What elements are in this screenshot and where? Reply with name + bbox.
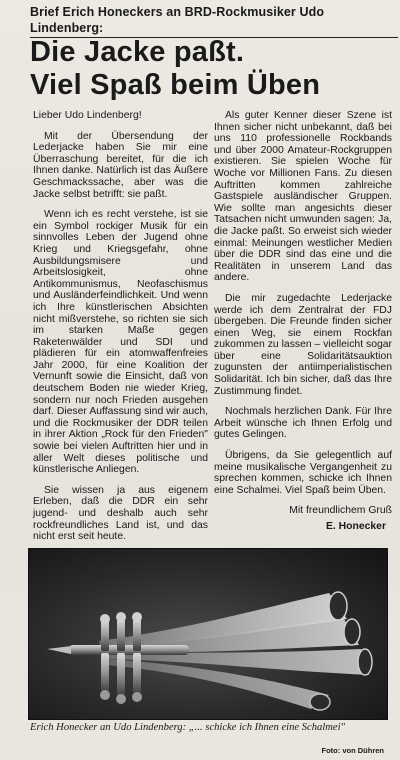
schalmei-icon [29, 549, 387, 719]
paragraph: Die mir zugedachte Lederjacke werde ich dem Zentralrat der FDJ übergeben. Die Freunde finden sicher einen Weg, sie einem Rockfan zukommen zu lassen – vielleicht sogar über eine Solidaritätsauktion zugunsten der antiimperialistischen Solidarität. Ich bin sicher, daß das Ihre Zustimmung findet. [214, 292, 392, 397]
headline-line-1: Die Jacke paßt. [30, 36, 245, 68]
schalmei-photo [28, 548, 388, 720]
paragraph: Wenn ich es recht verstehe, ist sie ein Symbol rockiger Musik für ein sinnvolles Leben der Jugend ohne Krieg und Kriegsgefahr, ohne Ausbildungsmisere und Arbeitslosigkeit, ohne Antikommunismus, Neofaschismus und Ausländerfeindlichkeit. Und wenn ich Ihre künstlerischen Absichten nicht mißverstehe, so richten sie sich im starken Maße gegen Raketenwälder und SDI und plädieren für ein atomwaffenfreies Jahr 2000, für eine Koalition der Vernunft sowie die Einsicht, daß von deutschem Boden nie wieder Krieg, sondern nur noch Frieden ausgehen darf. Dieser Auffassung sind wir auch, und die Rockmusiker der DDR teilen in ihrer Aktion „Rock für den Frieden" sowie bei vielen Auftritten hier und in aller Welt dieses politische und künstlerische Anliegen. [33, 209, 208, 476]
letter-closing: Mit freundlichem Gruß [289, 505, 392, 517]
paragraph: Sie wissen ja aus eigenem Erleben, daß die DDR ein sehr jugend- und deshalb auch sehr rockfreundliches Land ist, und das nicht erst seit heute. [33, 484, 208, 543]
paragraph: Als guter Kenner dieser Szene ist Ihnen sicher nicht unbekannt, daß bei uns 110 professionelle Rockbands und über 2000 Amateur-Rockgruppen existieren. Sie spielen Woche für Woche vor Millionen Fans. Zu diesen Auftritten kommen zahlreiche Gastspiele ausländischer Gruppen. Wie sollte man angesichts dieser Tatsachen nicht umwunden sagen: Ja, die Jacke paßt. So erweist sich wieder einmal: Meinungen westlicher Medien über die DDR sind das eine und die Realitäten in unserem Land das andere. [214, 110, 392, 284]
paragraph: Mit der Übersendung der Lederjacke haben Sie mir eine Überraschung bereitet, für die ich Ihnen danke. Natürlich ist das Äußere Geschmackssache, aber was die Jacke selbst betrifft: sie paßt. [33, 130, 208, 200]
paragraph: Übrigens, da Sie gelegentlich auf meine musikalische Vergangenheit zu sprechen kommen, schicke ich Ihnen eine Schalmei. Viel Spaß beim Üben. [214, 450, 392, 496]
article-headline [30, 36, 398, 102]
headline-line-2: Viel Spaß beim Üben [30, 69, 321, 101]
photo-caption: Erich Honecker an Udo Lindenberg: „... schicke ich Ihnen eine Schalmei" [30, 722, 346, 733]
letter-salutation: Lieber Udo Lindenberg! [33, 110, 142, 121]
letter-signature: E. Honecker [325, 521, 386, 532]
article-column-right [214, 110, 392, 533]
article-column-left [33, 110, 208, 552]
photo-credit: Foto: von Dühren [321, 746, 384, 755]
article-kicker: Brief Erich Honeckers an BRD-Rockmusiker Udo Lindenberg: [30, 4, 398, 38]
paragraph: Nochmals herzlichen Dank. Für Ihre Arbeit wünsche ich Ihnen Erfolg und gutes Gelingen. [214, 406, 392, 441]
